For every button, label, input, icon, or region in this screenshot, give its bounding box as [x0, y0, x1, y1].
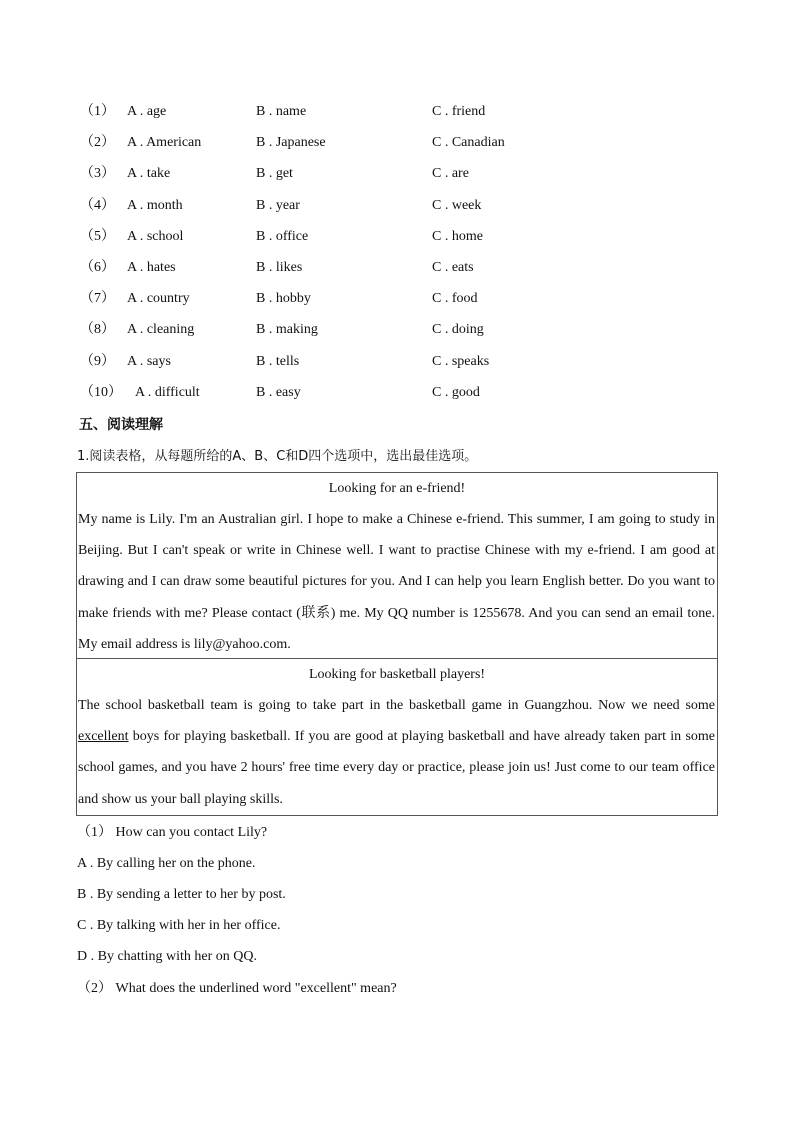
option-row [0, 227, 794, 247]
option-row [0, 133, 794, 153]
option-a: A . month [127, 197, 183, 213]
question-1-option-b: B . By sending a letter to her by post. [77, 887, 286, 902]
option-row [0, 164, 794, 184]
option-row [0, 320, 794, 340]
option-a: A . cleaning [127, 322, 195, 338]
option-b: B . easy [256, 384, 301, 400]
instruction-text: 1.阅读表格，从每题所给的A、B、C和D四个选项中，选出最佳选项。 [77, 449, 478, 464]
option-row [0, 258, 794, 278]
option-a: A . difficult [135, 384, 200, 400]
option-c: C . home [432, 228, 483, 244]
ad-efriend-title: Looking for an e-friend! [328, 481, 466, 496]
option-c: C . doing [432, 322, 484, 338]
option-b: B . name [256, 104, 307, 119]
question-1-stem: （1） How can you contact Lily? [77, 825, 268, 840]
option-a: A . age [127, 104, 167, 119]
question-number: （9） [80, 353, 115, 369]
question-1-option-a: A . By calling her on the phone. [77, 856, 256, 871]
ad-efriend-box [76, 472, 718, 659]
underlined-word: excellent [78, 729, 129, 745]
option-row [0, 352, 794, 372]
question-number: （4） [80, 197, 115, 213]
option-b: B . hobby [256, 291, 311, 307]
ad-basketball-text-after: boys for playing basketball. If you are good at playing basketball and have already taken part in some school games, and you have 2 hours' free time every day or practice, please join us! Just come to our team office and show us your ball playing skills. [78, 729, 715, 807]
ad-efriend-body: My name is Lily. I'm an Australian girl. I hope to make a Chinese e-friend. This summer, I am going to study in Beijing. But I can't speak or write in Chinese well. I want to practise Chinese with my e-friend. I am good at drawing and I can draw some beautiful pictures for you. And I can help you learn English better. Do you want to make friends with me? Please contact (联系) me. My QQ number is 1255678. And you can send an email tone. My email address is lily@yahoo.com. [78, 512, 715, 652]
option-c: C . are [432, 166, 469, 182]
question-number: （6） [80, 260, 115, 275]
question-number: （8） [80, 322, 115, 338]
option-b: B . office [256, 228, 309, 244]
ad-basketball-text-before: The school basketball team is going to take part in the basketball game in Guangzhou. Now we need some [78, 698, 715, 713]
question-number: （3） [80, 166, 115, 182]
option-c: C . speaks [432, 353, 490, 369]
option-row [0, 383, 794, 403]
option-row [0, 102, 794, 122]
option-b: B . get [256, 166, 293, 182]
ad-basketball-box [76, 658, 718, 816]
option-a: A . hates [127, 260, 176, 275]
option-b: B . making [256, 322, 318, 338]
option-c: C . Canadian [432, 135, 505, 151]
question-number: （1） [80, 104, 115, 119]
option-b: B . year [256, 197, 300, 213]
option-c: C . week [432, 197, 482, 213]
ad-basketball-title: Looking for basketball players! [308, 667, 486, 682]
option-c: C . food [432, 291, 478, 307]
question-number: （5） [80, 228, 115, 244]
option-c: C . friend [432, 104, 486, 119]
section-title: 五、阅读理解 [79, 417, 163, 433]
option-a: A . American [127, 135, 202, 151]
option-row [0, 289, 794, 309]
option-a: A . says [127, 353, 171, 369]
question-1-option-c: C . By talking with her in her office. [77, 918, 281, 933]
option-a: A . country [127, 291, 190, 307]
option-a: A . school [127, 228, 184, 244]
question-number: （2） [80, 135, 115, 151]
ad-basketball-body [77, 690, 717, 815]
question-2-stem: （2） What does the underlined word "excellent" mean? [77, 981, 397, 996]
question-1-option-d: D . By chatting with her on QQ. [77, 949, 258, 964]
option-b: B . likes [256, 260, 303, 275]
option-b: B . Japanese [256, 135, 326, 151]
question-number: （7） [80, 291, 115, 307]
option-a: A . take [127, 166, 171, 182]
option-b: B . tells [256, 353, 300, 369]
question-number: （10） [80, 384, 122, 400]
option-row [0, 196, 794, 216]
option-c: C . eats [432, 260, 474, 275]
option-c: C . good [432, 384, 480, 400]
